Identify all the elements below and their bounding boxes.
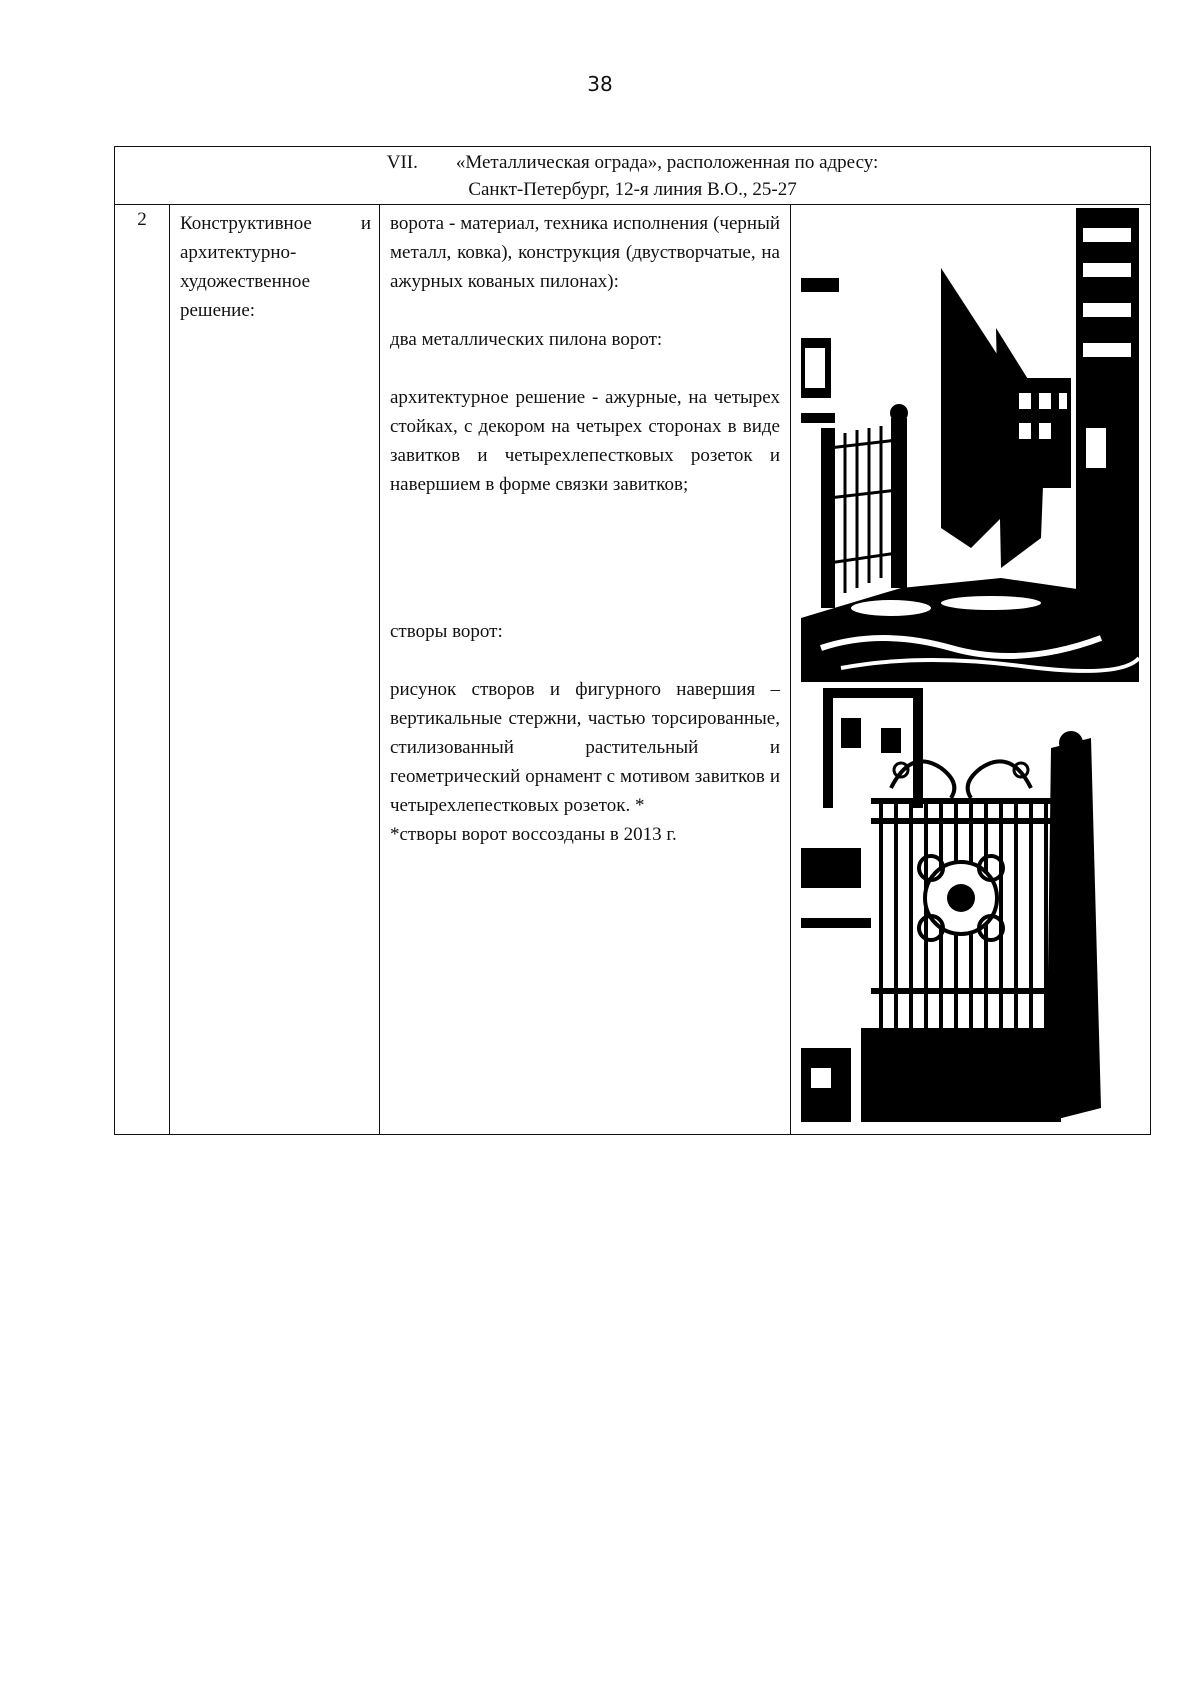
- row-number: 2: [115, 205, 170, 1135]
- description-gates: ворота - материал, техника исполнения (черный металл, ковка), конструкция (двустворчатые, на ажурных кованых пилонах):: [390, 213, 780, 292]
- row-name: [170, 205, 380, 1135]
- object-description-table: [114, 146, 1151, 1135]
- section-title-line2: Санкт-Петербург, 12-я линия В.О., 25-27: [468, 179, 797, 200]
- description-leaves-heading: створы ворот:: [390, 621, 503, 642]
- row-name-line2: архитектурно-: [180, 242, 297, 263]
- section-header: [115, 147, 1151, 205]
- gate-ornament-photo: [801, 688, 1139, 1122]
- row-name-line1: Конструктивное и: [180, 213, 371, 234]
- description-footnote: *створы ворот воссозданы в 2013 г.: [390, 824, 677, 845]
- page-number: 38: [587, 72, 613, 96]
- description-pylons-heading: два металлических пилона ворот:: [390, 329, 663, 350]
- section-title-line1: «Металлическая ограда», расположенная по адресу:: [455, 152, 879, 173]
- table-row: [115, 205, 1151, 1135]
- description-leaves-pattern: рисунок створов и фигурного навершия – вертикальные стержни, частью торсированные, стилизованный растительный и геометрический орнамент с мотивом завитков и четырехлепестковых розеток. *: [390, 679, 780, 816]
- row-description: [380, 205, 791, 1135]
- section-roman-numeral: VII.: [386, 152, 418, 173]
- description-pylons-decor: архитектурное решение - ажурные, на четырех стойках, с декором на четырех сторонах в виде завитков и четырехлепестковых розеток и навершием в форме связки завитков;: [390, 387, 780, 495]
- row-name-line3: художественное: [180, 271, 311, 292]
- photos-cell: [791, 205, 1151, 1135]
- table-header-row: [115, 147, 1151, 205]
- gate-street-photo: [801, 208, 1139, 682]
- row-name-line4: решение:: [180, 300, 256, 321]
